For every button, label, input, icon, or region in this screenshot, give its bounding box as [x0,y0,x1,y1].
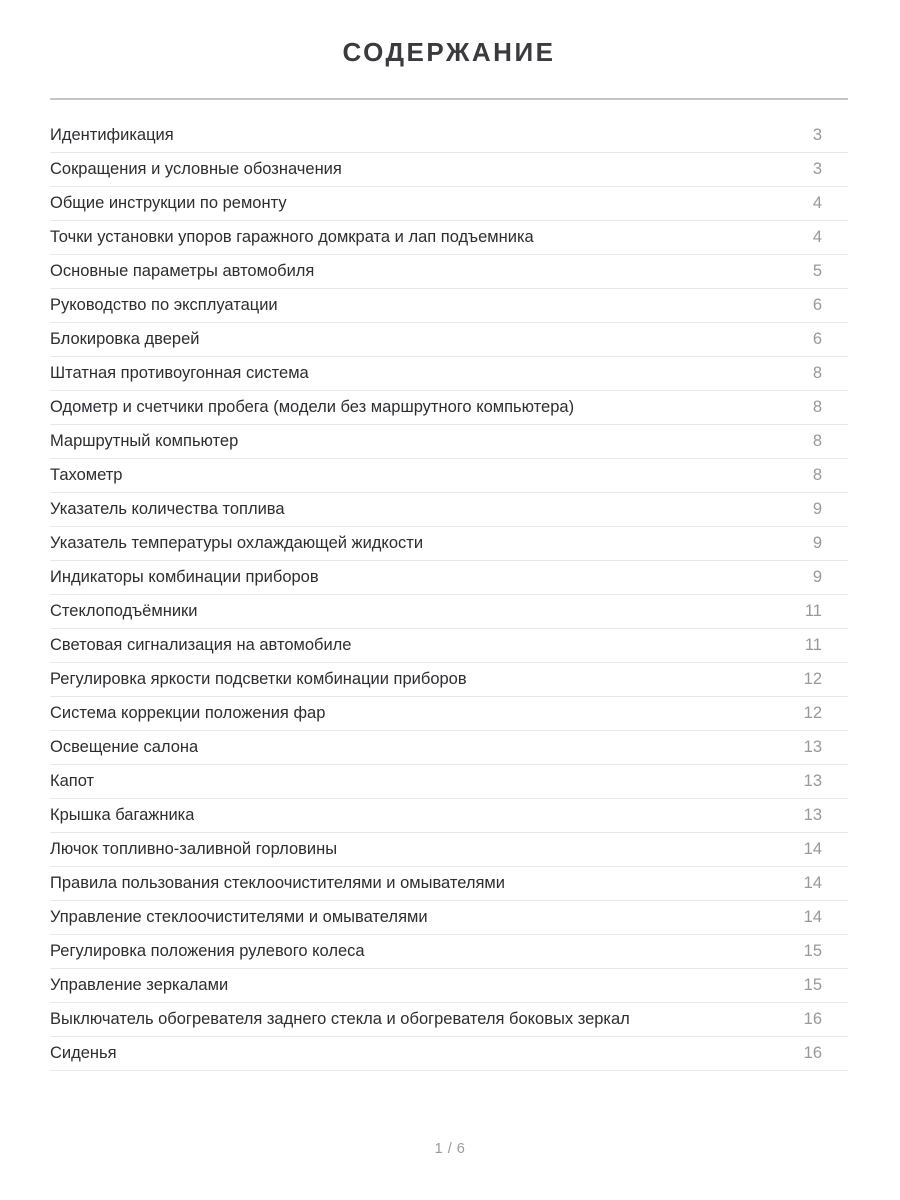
toc-entry [50,187,848,221]
toc-entry-label: Блокировка дверей [50,330,200,348]
toc-entry-page: 9 [812,568,822,586]
toc-entry [50,289,848,323]
toc-entry [50,833,848,867]
toc-entry-page: 6 [812,330,822,348]
toc-entry-label: Стеклоподъёмники [50,602,198,620]
toc-entry-label: Сокращения и условные обозначения [50,160,342,178]
toc-entry-page: 9 [812,534,822,552]
toc-entry [50,119,848,153]
toc-entry-label: Одометр и счетчики пробега (модели без маршрутного компьютера) [50,398,575,416]
toc-entry-page: 8 [812,364,822,382]
toc-entry-page: 8 [812,432,822,450]
toc-entry [50,935,848,969]
page-title: СОДЕРЖАНИЕ [342,37,556,67]
toc-entry-page: 9 [812,500,822,518]
toc-entry [50,425,848,459]
toc-entry [50,697,848,731]
toc-entry-label: Правила пользования стеклоочистителями и омывателями [50,874,505,892]
toc-entry-page: 4 [812,194,822,212]
toc-entry-label: Точки установки упоров гаражного домкрата и лап подъемника [50,228,534,246]
toc-entry-label: Сиденья [50,1044,117,1062]
toc-entry-page: 13 [803,772,822,790]
toc-entry [50,663,848,697]
toc-entry-label: Управление стеклоочистителями и омывателями [50,908,428,926]
toc-entry-label: Указатель температуры охлаждающей жидкости [50,534,424,552]
toc-entry-page: 14 [803,840,822,858]
toc-entry-label: Освещение салона [50,738,199,756]
toc-entry [50,969,848,1003]
toc-entry-page: 15 [803,976,822,994]
toc-entry [50,1037,848,1071]
toc-entry-label: Идентификация [50,126,174,144]
toc-entry [50,527,848,561]
toc-entry-page: 6 [812,296,822,314]
toc-entry-page: 16 [803,1044,822,1062]
toc-entry-label: Маршрутный компьютер [50,432,239,450]
toc-entry-page: 13 [803,806,822,824]
toc-entry-page: 3 [812,160,822,178]
toc-entry [50,561,848,595]
toc-entry-label: Общие инструкции по ремонту [50,194,287,212]
toc-entry [50,867,848,901]
toc-entry-page: 12 [803,704,822,722]
toc-entry-page: 8 [812,398,822,416]
toc-entry-page: 14 [803,908,822,926]
toc-entry-label: Штатная противоугонная система [50,364,309,382]
toc-entry [50,901,848,935]
toc-entry-page: 4 [812,228,822,246]
toc-entry [50,799,848,833]
toc-entry-label: Руководство по эксплуатации [50,296,278,314]
toc-entry [50,459,848,493]
toc-entry-label: Лючок топливно-заливной горловины [50,840,338,858]
toc-entry-label: Система коррекции положения фар [50,704,326,722]
toc-entry [50,765,848,799]
toc-entry-label: Указатель количества топлива [50,500,285,518]
toc-entry-label: Управление зеркалами [50,976,229,994]
toc-entry-label: Регулировка положения рулевого колеса [50,942,365,960]
toc-entry-label: Световая сигнализация на автомобиле [50,636,352,654]
toc-entry-label: Индикаторы комбинации приборов [50,568,319,586]
toc-entry-page: 15 [803,942,822,960]
toc-page [50,0,848,1071]
toc-entry-page: 11 [804,602,822,620]
toc-entry-label: Регулировка яркости подсветки комбинации приборов [50,670,467,688]
toc-entry [50,493,848,527]
toc-entry [50,255,848,289]
toc-entry-label: Капот [50,772,95,790]
toc-entry [50,221,848,255]
toc-entry [50,595,848,629]
toc-entry [50,357,848,391]
toc-entry-label: Основные параметры автомобиля [50,262,315,280]
toc-entry-page: 5 [812,262,822,280]
toc-entry-page: 8 [812,466,822,484]
toc-entry-label: Тахометр [50,466,123,484]
toc-entry [50,731,848,765]
toc-entry [50,391,848,425]
toc-entry-page: 3 [812,126,822,144]
toc-entry-page: 11 [804,636,822,654]
toc-entry-page: 14 [803,874,822,892]
toc-entry-label: Крышка багажника [50,806,195,824]
toc-entry [50,153,848,187]
toc-entry-page: 12 [803,670,822,688]
toc-entry [50,629,848,663]
page-indicator: 1 / 6 [434,1141,466,1157]
toc-entry-page: 16 [803,1010,822,1028]
toc-list [50,119,848,1071]
toc-entry [50,323,848,357]
toc-entry-label: Выключатель обогревателя заднего стекла и обогревателя боковых зеркал [50,1010,630,1028]
title-divider [50,98,848,100]
toc-entry [50,1003,848,1037]
toc-entry-page: 13 [803,738,822,756]
